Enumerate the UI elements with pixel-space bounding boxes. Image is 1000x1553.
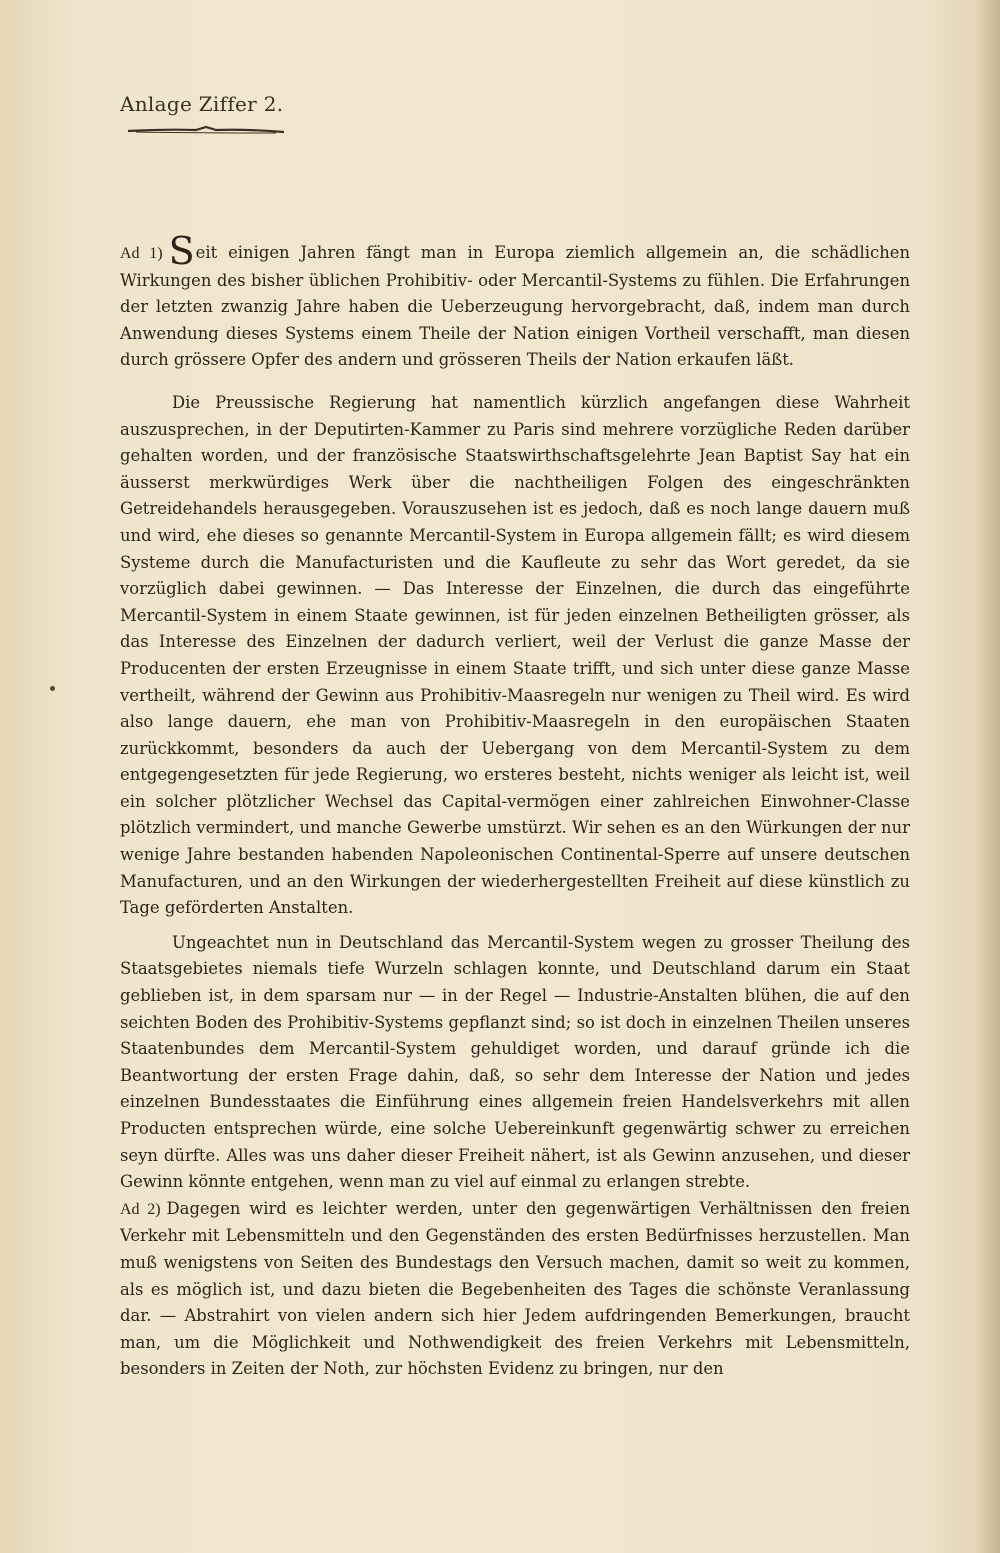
- paragraph-text: Ungeachtet nun in Deutschland das Mercantil-System wegen zu grosser Theilung des Staatsgebietes niemals tiefe Wurzeln schlagen konnte, und Deutschland darum ein Staat geblieben ist, in dem sparsam nur — in der Regel — Industrie-Anstalten blühen, die auf den seichten Boden des Prohibitiv-Systems gepflanzt sind; so ist doch in einzelnen Theilen unseres Staatenbundes dem Mercantil-System gehuldiget worden, und darauf gründe ich die Beantwortung der ersten Frage dahin, daß, so sehr dem Interesse der Nation und jedes einzelnen Bundesstaates die Einführung eines allgemein freien Handelsverkehrs mit allen Producten entsprechen würde, eine solche Uebereinkunft gegenwärtig schwer zu erreichen seyn dürfte. Alles was uns daher dieser Freiheit nähert, ist als Gewinn anzusehen, und dieser Gewinn könnte entgehen, wenn man zu viel auf einmal zu erlangen strebte.: [120, 932, 910, 1192]
- paragraph: [120, 930, 910, 1196]
- body-text: [120, 229, 911, 1383]
- paragraph-marker: Ad 1): [120, 245, 163, 262]
- paragraph: [120, 390, 910, 922]
- decorative-rule: [126, 126, 286, 136]
- margin-mark: [50, 686, 55, 691]
- paragraph-text: Dagegen wird es leichter werden, unter den gegenwärtigen Verhältnissen den freien Verkehr mit Lebensmitteln und den Gegenständen des ersten Bedürfnisses herzustellen. Man muß wenigstens von Seiten des Bundestags den Versuch machen, damit so weit zu kommen, als es möglich ist, und dazu bieten die Begebenheiten des Tages die schönste Veranlassung dar. — Abstrahirt von vielen andern sich hier Jedem aufdringenden Bemerkungen, braucht man, um die Möglichkeit und Nothwendigkeit des freien Verkehrs mit Lebensmitteln, besonders in Zeiten der Noth, zur höchsten Evidenz zu bringen, nur den: [120, 1198, 910, 1379]
- paragraph-ad-2: [120, 1196, 910, 1383]
- paragraph-text: Die Preussische Regierung hat namentlich kürzlich angefangen diese Wahrheit auszusprechen, in der Deputirten-Kammer zu Paris sind mehrere vorzügliche Reden darüber gehalten worden, und der französische Staatswirthschaftsgelehrte Jean Baptist Say hat ein äusserst merkwürdiges Werk über die nachtheiligen Folgen des eingeschränkten Getreidehandels herausgegeben. Vorauszusehen ist es jedoch, daß es noch lange dauern muß und wird, ehe dieses so genannte Mercantil-System in Europa allgemein fällt; es wird diesem Systeme durch die Manufacturisten und die Kaufleute zu sehr das Wort geredet, da sie vorzüglich dabei gewinnen. — Das Interesse der Einzelnen, die durch das eingeführte Mercantil-System in einem Staate gewinnen, ist für jeden einzelnen Betheiligten grösser, als das Interesse des Einzelnen der dadurch verliert, weil der Verlust die ganze Masse der Producenten der ersten Erzeugnisse in einem Staate trifft, und sich unter diese ganze Masse vertheilt, während der Gewinn aus Prohibitiv-Maasregeln nur wenigen zu Theil wird. Es wird also lange dauern, ehe man von Prohibitiv-Maasregeln in den europäischen Staaten zurückkommt, besonders da auch der Uebergang von dem Mercantil-System zu dem entgegengesetzten für jede Regierung, wo ersteres besteht, nichts weniger als leicht ist, weil ein solcher plötzlicher Wechsel das Capital-vermögen einer zahlreichen Einwohner-Classe plötzlich vermindert, und manche Gewerbe umstürzt. Wir sehen es an den Würkungen der nur wenige Jahre bestanden habenden Napoleonischen Continental-Sperre auf unsere deutschen Manufacturen, und an den Wirkungen der wiederhergestellten Freiheit auf diese künstlich zu Tage geförderten Anstalten.: [120, 392, 910, 918]
- paragraph-ad-1: [120, 229, 911, 374]
- drop-cap: S: [168, 229, 195, 273]
- page-heading: Anlage Ziffer 2.: [120, 92, 284, 116]
- page-edge-shadow: [978, 0, 1000, 1553]
- paragraph-marker: Ad 2): [120, 1200, 161, 1218]
- paragraph-text: eit einigen Jahren fängt man in Europa ziemlich allgemein an, die schädlichen Wirkungen des bisher üblichen Prohibitiv- oder Mercantil-Systems zu fühlen. Die Erfahrungen der letzten zwanzig Jahre haben die Ueberzeugung hervorgebracht, daß, indem man durch Anwendung dieses Systems einem Theile der Nation einigen Vortheil verschafft, man diesen durch grössere Opfer des andern und grösseren Theils der Nation erkaufen läßt.: [120, 243, 911, 370]
